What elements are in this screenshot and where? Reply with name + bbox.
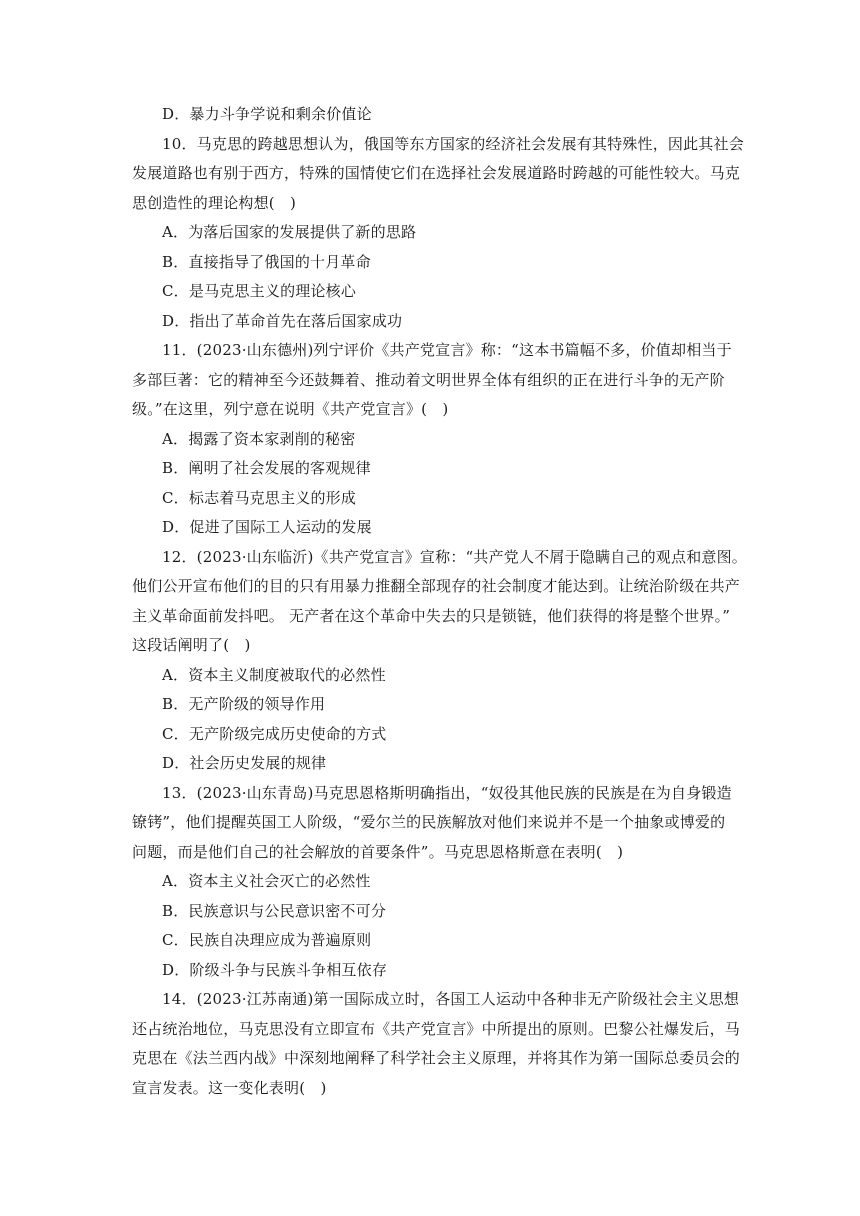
option-c: C．标志着马克思主义的形成 (162, 488, 357, 507)
option-d: D．社会历史发展的规律 (162, 754, 327, 772)
question-stem-line: 思创造性的理论构想( ) (132, 193, 297, 212)
question-stem-line: 他们公开宣布他们的目的只有用暴力推翻全部现存的社会制度才能达到。让统治阶级在共产 (132, 577, 741, 595)
question-stem-line: 宣言发表。这一变化表明( ) (132, 1078, 327, 1097)
option-b: B．民族意识与公民意识密不可分 (162, 901, 387, 920)
option-c: C．民族自决理应成为普遍原则 (162, 931, 372, 949)
question-stem-line: 14．(2023·江苏南通)第一国际成立时，各国工人运动中各种非无产阶级社会主义思想 (162, 990, 740, 1008)
question-stem-line: 还占统治地位，马克思没有立即宣布《共产党宣言》中所提出的原则。巴黎公社爆发后，马 (132, 1019, 741, 1038)
question-10 (132, 130, 744, 337)
option-c: C．是马克思主义的理论核心 (162, 282, 357, 300)
question-12 (132, 543, 748, 779)
option-b: B．无产阶级的领导作用 (162, 695, 326, 713)
option-b: B．直接指导了俄国的十月革命 (162, 252, 371, 271)
question-stem-line: 10．马克思的跨越思想认为，俄国等东方国家的经济社会发展有其特殊性，因此其社会 (162, 134, 744, 153)
question-stem-line: 多部巨著：它的精神至今还鼓舞着、推动着文明世界全体有组织的正在进行斗争的无产阶 (132, 370, 725, 389)
option-a: A．资本主义社会灭亡的必然性 (162, 872, 371, 890)
question-stem-line: 级。”在这里，列宁意在说明《共产党宣言》( ) (132, 400, 449, 418)
option-a: A．资本主义制度被取代的必然性 (162, 665, 386, 684)
option-a: A．揭露了资本家剥削的秘密 (162, 429, 356, 448)
question-stem-line: 克思在《法兰西内战》中深刻地阐释了科学社会主义原理，并将其作为第一国际总委员会的 (132, 1049, 741, 1067)
question-stem-line: 发展道路也有别于西方，特殊的国情使它们在选择社会发展道路时跨越的可能性较大。马克 (132, 164, 741, 182)
question-14 (132, 985, 741, 1103)
option-d: D．促进了国际工人运动的发展 (162, 518, 372, 536)
question-stem-line: 这段话阐明了( ) (132, 636, 251, 654)
question-stem-line: 主义革命面前发抖吧。 无产者在这个革命中失去的只是锁链，他们获得的将是整个世界。” (132, 606, 731, 625)
question-stem-line: 13．(2023·山东青岛)马克思恩格斯明确指出，“奴役其他民族的民族是在为自身锻造 (162, 783, 732, 802)
option-d: D．指出了革命首先在落后国家成功 (162, 311, 403, 330)
option-a: A．为落后国家的发展提供了新的思路 (162, 223, 417, 241)
page-content (132, 100, 748, 1103)
option-d-prev: D．暴力斗争学说和剩余价值论 (162, 105, 372, 123)
question-11 (132, 336, 732, 543)
option-d: D．阶级斗争与民族斗争相互依存 (162, 960, 388, 979)
question-stem-line: 12．(2023·山东临沂)《共产党宣言》宣称：“共产党人不屑于隐瞒自己的观点和意图。 (162, 547, 748, 566)
option-b: B．阐明了社会发展的客观规律 (162, 459, 371, 477)
question-stem-line: 问题，而是他们自己的社会解放的首要条件”。马克思恩格斯意在表明( ) (132, 842, 624, 861)
option-c: C．无产阶级完成历史使命的方式 (162, 724, 387, 743)
question-13 (132, 779, 732, 986)
question-stem-line: 镣铐”，他们提醒英国工人阶级，“爱尔兰的民族解放对他们来说并不是一个抽象或博爱的 (132, 813, 726, 831)
question-stem-line: 11．(2023·山东德州)列宁评价《共产党宣言》称：“这本书篇幅不多，价值却相当于 (162, 341, 732, 359)
